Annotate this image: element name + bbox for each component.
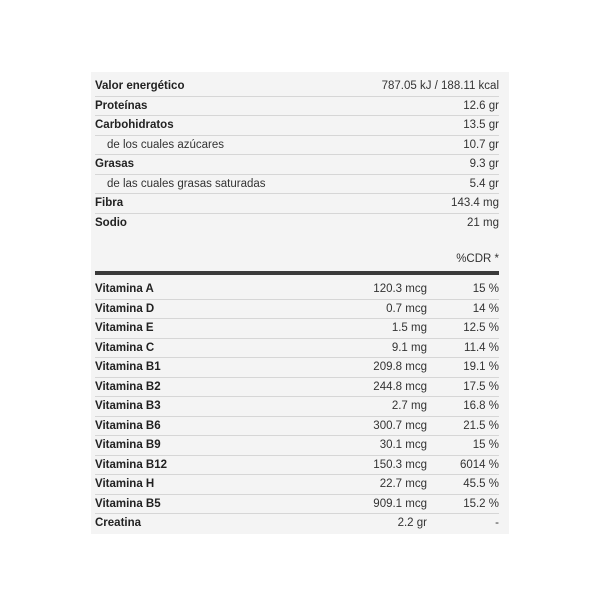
nutrient-label: Proteínas <box>95 99 148 112</box>
vitamin-cdr-percent: 14 % <box>472 302 499 315</box>
vitamin-row <box>95 417 499 437</box>
cdr-column-header <box>95 250 499 268</box>
nutrient-value: 12.6 gr <box>463 99 499 112</box>
cdr-header-label: %CDR * <box>456 253 499 265</box>
vitamin-label: Vitamina H <box>95 478 155 490</box>
nutrition-row <box>95 77 499 97</box>
vitamin-cdr-percent: 45.5 % <box>463 478 499 490</box>
vitamin-amount: 9.1 mg <box>391 341 427 354</box>
vitamin-label: Vitamina E <box>95 322 154 334</box>
vitamin-cdr-percent: 15 % <box>472 283 499 295</box>
nutrition-row <box>95 97 499 117</box>
nutrient-value: 9.3 gr <box>469 158 499 170</box>
vitamin-label: Vitamina B12 <box>95 458 168 471</box>
vitamin-row <box>95 339 499 359</box>
vitamin-row <box>95 378 499 398</box>
nutrition-row <box>95 116 499 136</box>
nutrient-label: Sodio <box>95 216 127 229</box>
nutrient-value: 13.5 gr <box>463 119 499 131</box>
vitamin-label: Vitamina B2 <box>95 380 161 393</box>
vitamin-label: Vitamina B3 <box>95 400 161 412</box>
vitamin-amount: 120.3 mcg <box>373 283 427 295</box>
vitamin-amount: 209.8 mcg <box>373 361 427 373</box>
vitamin-amount: 2.2 gr <box>397 517 427 529</box>
vitamin-cdr-percent: 19.1 % <box>463 361 499 373</box>
vitamin-cdr-percent: 15 % <box>472 439 499 451</box>
nutrient-sublabel: de los cuales azúcares <box>107 138 224 151</box>
vitamin-cdr-percent: 15.2 % <box>463 497 499 510</box>
vitamin-row <box>95 475 499 495</box>
nutrient-value: 21 mg <box>467 216 499 229</box>
vitamin-label: Vitamina B5 <box>95 497 161 510</box>
vitamin-amount: 1.5 mg <box>391 322 427 334</box>
vitamin-row <box>95 436 499 456</box>
vitamin-amount: 244.8 mcg <box>373 380 427 393</box>
vitamin-cdr-percent: 11.4 % <box>464 341 499 354</box>
vitamin-label: Creatina <box>95 517 142 529</box>
vitamin-cdr-percent: 21.5 % <box>463 419 499 432</box>
vitamins-table <box>95 280 499 533</box>
nutrient-sublabel: de las cuales grasas saturadas <box>107 177 266 190</box>
vitamin-amount: 150.3 mcg <box>373 458 427 471</box>
vitamin-label: Vitamina B6 <box>95 419 161 432</box>
nutrition-row <box>95 194 499 214</box>
nutrient-value: 10.7 gr <box>463 138 499 151</box>
vitamin-row <box>95 358 499 378</box>
vitamin-amount: 2.7 mg <box>391 400 427 412</box>
nutrition-table <box>95 77 499 232</box>
vitamin-cdr-percent: 6014 % <box>459 458 499 471</box>
vitamin-cdr-percent: 16.8 % <box>463 400 499 412</box>
vitamin-row <box>95 514 499 533</box>
vitamin-label: Vitamina D <box>95 302 155 315</box>
vitamin-amount: 30.1 mcg <box>379 439 427 451</box>
nutrient-value: 787.05 kJ / 188.11 kcal <box>381 80 499 92</box>
nutrition-row <box>95 155 499 175</box>
nutrition-row <box>95 175 499 195</box>
vitamin-row <box>95 280 499 300</box>
vitamin-amount: 22.7 mcg <box>379 478 427 490</box>
section-divider <box>95 271 499 275</box>
nutrition-row <box>95 214 499 233</box>
vitamin-row <box>95 319 499 339</box>
vitamin-label: Vitamina A <box>95 283 154 295</box>
nutrient-value: 143.4 mg <box>451 197 499 209</box>
vitamin-amount: 909.1 mcg <box>373 497 427 510</box>
vitamin-amount: 300.7 mcg <box>373 419 427 432</box>
vitamin-row <box>95 300 499 320</box>
vitamin-row <box>95 456 499 476</box>
vitamin-amount: 0.7 mcg <box>386 302 427 315</box>
nutrient-label: Valor energético <box>95 80 185 92</box>
vitamin-cdr-percent: - <box>495 517 499 529</box>
nutrient-label: Grasas <box>95 158 135 170</box>
nutrient-label: Fibra <box>95 197 124 209</box>
nutrient-label: Carbohidratos <box>95 119 174 131</box>
vitamin-label: Vitamina C <box>95 341 155 354</box>
vitamin-label: Vitamina B9 <box>95 439 161 451</box>
vitamin-cdr-percent: 17.5 % <box>463 380 499 393</box>
nutrient-value: 5.4 gr <box>469 177 499 190</box>
vitamin-row <box>95 397 499 417</box>
nutrition-row <box>95 136 499 156</box>
vitamin-label: Vitamina B1 <box>95 361 161 373</box>
vitamin-row <box>95 495 499 515</box>
vitamin-cdr-percent: 12.5 % <box>463 322 499 334</box>
